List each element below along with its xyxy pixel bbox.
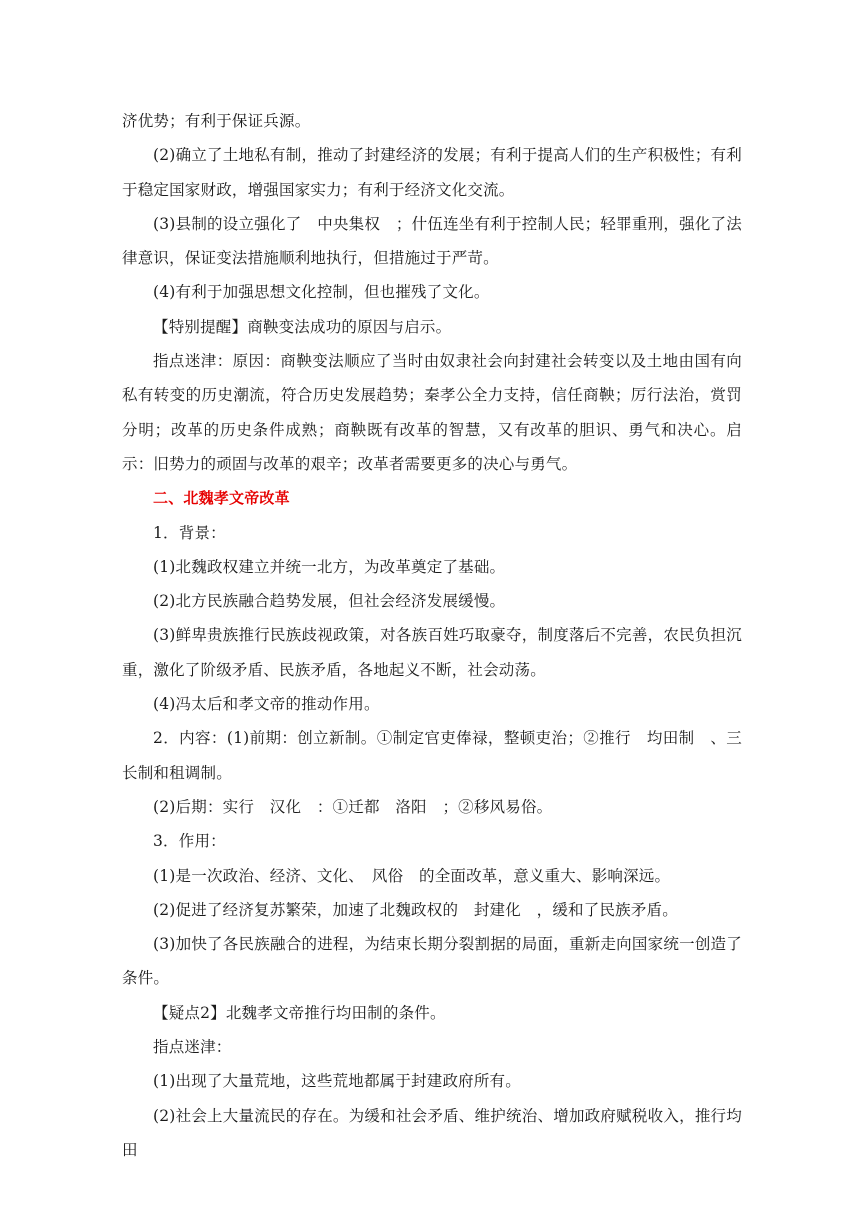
paragraph-line: 3．作用： [153,832,226,851]
paragraph-line: 【特别提醒】商鞅变法成功的原因与启示。 [153,317,452,336]
paragraph-line: 指点迷津：原因：商鞅变法顺应了当时由奴隶社会向封建社会转变以及土地由国有向私有转变的历史潮流，符合历史发展趋势；秦孝公全力支持，信任商鞅；厉行法治，赏罚分明；改革的历史条件成熟；商鞅既有改革的智慧，又有改革的胆识、勇气和决心。启示：旧势力的顽固与改革的艰辛；改革者需要更多的决心与勇气。 [122,352,742,473]
paragraph-line: (2)促进了经济复苏繁荣，加速了北魏政权的 封建化 ，缓和了民族矛盾。 [153,900,678,919]
document-page [122,104,742,1167]
paragraph-line: (4)有利于加强思想文化控制，但也摧残了文化。 [153,283,490,302]
paragraph-line: (3)县制的设立强化了 中央集权 ；什伍连坐有利于控制人民；轻罪重刑，强化了法律意识，保证变法措施顺利地执行，但措施过于严苛。 [122,214,742,268]
paragraph-line: 【疑点2】北魏孝文帝推行均田制的条件。 [153,1003,446,1022]
paragraph-line: 指点迷津： [153,1038,232,1057]
paragraph-line: (1)北魏政权建立并统一北方，为改革奠定了基础。 [153,557,506,576]
paragraph-line: (1)出现了大量荒地，这些荒地都属于封建政府所有。 [153,1072,521,1091]
paragraph-line: (3)鲜卑贵族推行民族歧视政策，对各族百姓巧取豪夺，制度落后不完善，农民负担沉重，激化了阶级矛盾、民族矛盾，各地起义不断，社会动荡。 [122,626,742,679]
paragraph-line: 2．内容：(1)前期：创立新制。①制定官吏俸禄，整顿吏治；②推行 均田制 、三长制和租调制。 [122,729,742,782]
paragraph-line: (1)是一次政治、经济、文化、 风俗 的全面改革，意义重大、影响深远。 [153,866,671,885]
paragraph-line: (4)冯太后和孝文帝的推动作用。 [153,695,380,714]
paragraph-line: 济优势；有利于保证兵源。 [122,112,311,130]
paragraph-line: (2)后期：实行 汉化 ：①迁都 洛阳 ；②移风易俗。 [153,797,553,816]
paragraph-line: (2)社会上大量流民的存在。为缓和社会矛盾、维护统治、增加政府赋税收入，推行均田 [122,1106,742,1159]
section-heading: 二、北魏孝文帝改革 [153,489,290,508]
paragraph-line: 1．背景： [153,523,226,542]
paragraph-line: (2)北方民族融合趋势发展，但社会经济发展缓慢。 [153,592,506,611]
paragraph-line: (2)确立了土地私有制，推动了封建经济的发展；有利于提高人们的生产积极性；有利于稳定国家财政，增强国家实力；有利于经济文化交流。 [122,146,742,199]
paragraph-line: (3)加快了各民族融合的进程，为结束长期分裂割据的局面，重新走向国家统一创造了条件。 [122,935,742,988]
